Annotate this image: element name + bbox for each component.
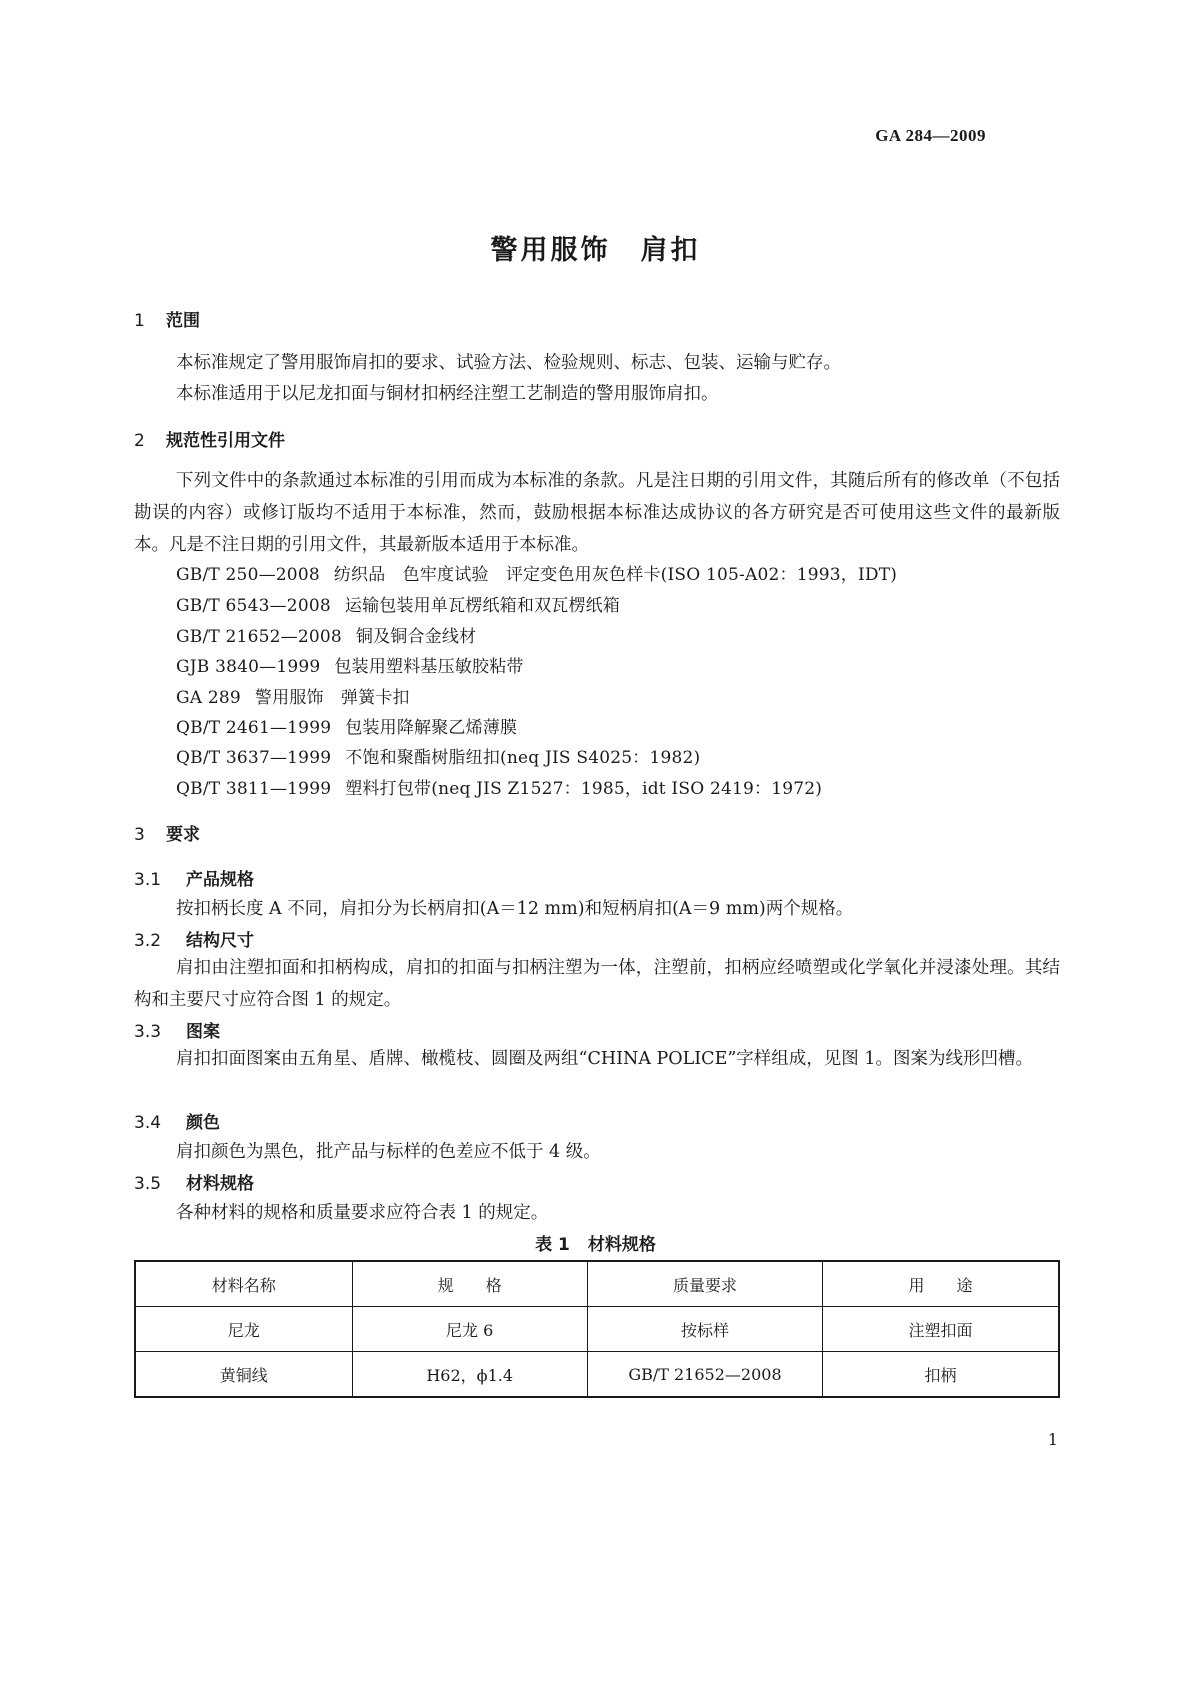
reference-title: 塑料打包带(neq JIS Z1527：1985，idt ISO 2419：1972) [345, 779, 823, 799]
section-3-1-paragraph: 按扣柄长度 A 不同，肩扣分为长柄肩扣(A＝12 mm)和短柄肩扣(A＝9 mm)两个规格。 [176, 899, 854, 919]
section-2-paragraph: 下列文件中的条款通过本标准的引用而成为本标准的条款。凡是注日期的引用文件，其随后所有的修改单（不包括勘误的内容）或修订版均不适用于本标准，然而，鼓励根据本标准达成协议的各方研究是否可使用这些文件的最新版本。凡是不注日期的引用文件，其最新版本适用于本标准。 [134, 471, 1060, 555]
section-number: 3.1 [134, 870, 162, 890]
reference-item [176, 743, 700, 768]
reference-title: 纺织品 色牢度试验 评定变色用灰色样卡(ISO 105-A02：1993，IDT) [333, 565, 898, 585]
section-title: 范围 [166, 311, 200, 331]
reference-code: QB/T 2461—1999 [176, 718, 332, 738]
section-3-5-heading [134, 1169, 254, 1194]
reference-code: GB/T 250—2008 [176, 565, 320, 585]
table-row [135, 1307, 1059, 1352]
reference-item [176, 713, 517, 738]
table-cell: 黄铜线 [135, 1352, 352, 1398]
section-title: 颜色 [186, 1113, 220, 1133]
reference-item [176, 622, 476, 647]
table-header-cell: 质量要求 [587, 1261, 822, 1307]
reference-code: GJB 3840—1999 [176, 657, 321, 677]
section-number: 3.5 [134, 1174, 162, 1194]
reference-item [176, 591, 620, 616]
table-caption [0, 1230, 1191, 1255]
section-title: 材料规格 [186, 1174, 254, 1194]
section-3-3-paragraph: 肩扣扣面图案由五角星、盾牌、橄榄枝、圆圈及两组“CHINA POLICE”字样组成，见图 1。图案为线形凹槽。 [176, 1049, 1033, 1069]
reference-item [176, 560, 897, 585]
reference-title: 包装用降解聚乙烯薄膜 [345, 718, 518, 738]
section-title: 规范性引用文件 [166, 431, 285, 451]
table-header-cell: 材料名称 [135, 1261, 352, 1307]
section-number: 3 [134, 825, 145, 845]
materials-table [134, 1260, 1060, 1398]
section-title: 图案 [186, 1022, 220, 1042]
title-part1: 警用服饰 [490, 235, 611, 266]
table-cell: 按标样 [587, 1307, 822, 1352]
table-caption-title: 材料规格 [587, 1235, 656, 1255]
reference-code: GB/T 21652—2008 [176, 627, 342, 647]
table-cell: 扣柄 [823, 1352, 1059, 1398]
section-1-paragraph-2: 本标准适用于以尼龙扣面与铜材扣柄经注塑工艺制造的警用服饰肩扣。 [176, 384, 719, 404]
section-3-2-heading [134, 926, 254, 951]
section-number: 2 [134, 431, 145, 451]
reference-title: 运输包装用单瓦楞纸箱和双瓦楞纸箱 [344, 596, 621, 616]
reference-item [176, 683, 410, 708]
section-1-paragraph-1: 本标准规定了警用服饰肩扣的要求、试验方法、检验规则、标志、包装、运输与贮存。 [176, 353, 841, 373]
reference-title: 警用服饰 弹簧卡扣 [254, 688, 410, 708]
section-3-4-paragraph: 肩扣颜色为黑色，批产品与标样的色差应不低于 4 级。 [176, 1142, 601, 1162]
reference-title: 铜及铜合金线材 [355, 627, 477, 647]
table-header-cell: 用 途 [823, 1261, 1059, 1307]
section-title: 要求 [166, 825, 200, 845]
document-title [0, 228, 1191, 267]
table-cell: 注塑扣面 [823, 1307, 1059, 1352]
section-title: 结构尺寸 [186, 931, 254, 951]
section-3-2-paragraph: 肩扣由注塑扣面和扣柄构成，肩扣的扣面与扣柄注塑为一体，注塑前，扣柄应经喷塑或化学氧化并浸漆处理。其结构和主要尺寸应符合图 1 的规定。 [134, 958, 1060, 1010]
table-header-row [135, 1261, 1059, 1307]
section-number: 3.3 [134, 1022, 162, 1042]
table-cell: 尼龙 6 [352, 1307, 587, 1352]
table-cell: 尼龙 [135, 1307, 352, 1352]
reference-title: 包装用塑料基压敏胶粘带 [334, 657, 524, 677]
table-cell: GB/T 21652—2008 [587, 1352, 822, 1398]
reference-item [176, 652, 524, 677]
section-3-5-paragraph: 各种材料的规格和质量要求应符合表 1 的规定。 [176, 1203, 549, 1223]
reference-code: QB/T 3811—1999 [176, 779, 332, 799]
title-part2: 肩扣 [640, 235, 701, 266]
section-number: 3.4 [134, 1113, 162, 1133]
reference-code: GB/T 6543—2008 [176, 596, 331, 616]
section-number: 3.2 [134, 931, 162, 951]
section-3-1-heading [134, 865, 254, 890]
reference-code: GA 289 [176, 688, 241, 708]
table-caption-number: 表 1 [535, 1235, 570, 1255]
section-2-heading [134, 426, 285, 451]
reference-item [176, 774, 822, 799]
section-3-3-heading [134, 1017, 220, 1042]
reference-title: 不饱和聚酯树脂纽扣(neq JIS S4025：1982) [345, 748, 701, 768]
section-3-4-heading [134, 1108, 220, 1133]
table-cell: H62，ϕ1.4 [352, 1352, 587, 1398]
reference-code: QB/T 3637—1999 [176, 748, 332, 768]
section-3-heading [134, 820, 200, 845]
section-1-heading [134, 306, 200, 331]
table-header-cell: 规 格 [352, 1261, 587, 1307]
section-number: 1 [134, 311, 145, 331]
section-title: 产品规格 [186, 870, 254, 890]
page-number: 1 [1047, 1430, 1058, 1449]
standard-code: GA 284—2009 [875, 126, 986, 145]
table-row [135, 1352, 1059, 1398]
